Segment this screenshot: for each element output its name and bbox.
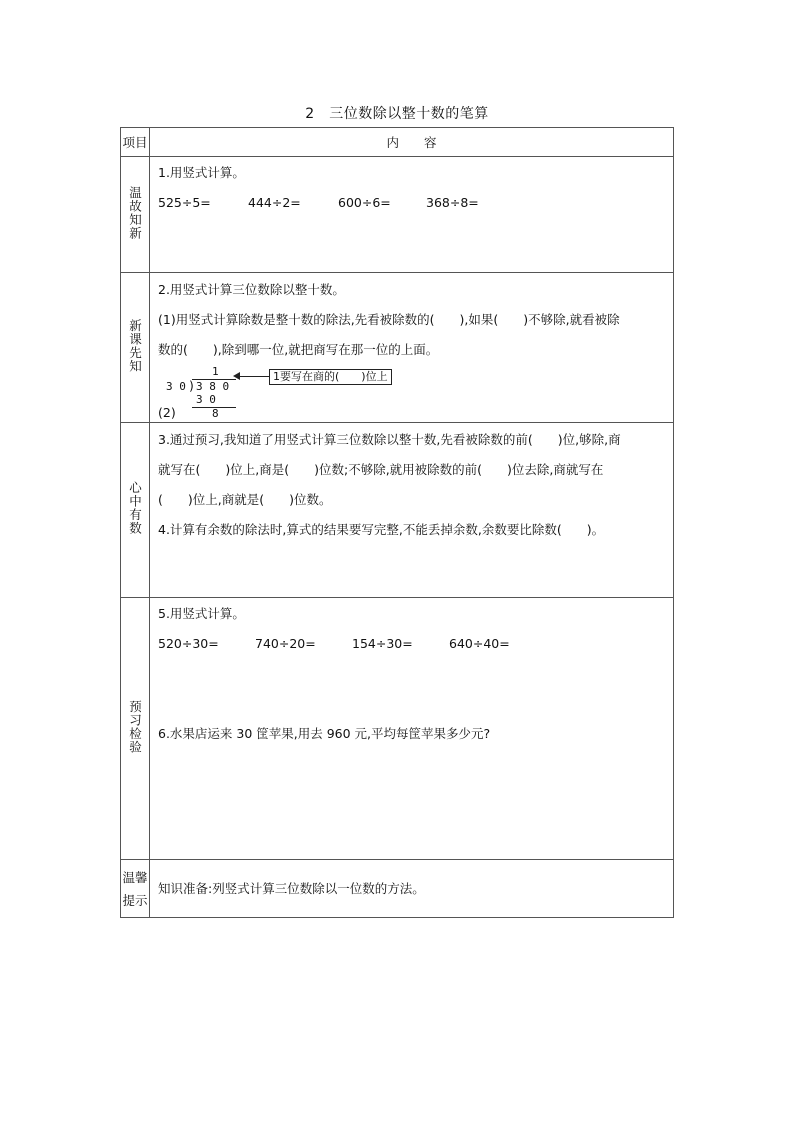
calc-item: 154÷30= [352, 636, 413, 651]
preview-label: 预习检验 [127, 699, 143, 754]
workspace [158, 659, 665, 719]
question-6: 6.水果店运来 30 筐苹果,用去 960 元,平均每筐苹果多少元? [158, 726, 491, 741]
calc-item: 368÷8= [426, 195, 479, 210]
header-content: 内 容 [150, 128, 674, 157]
question-4: 4.计算有余数的除法时,算式的结果要写完整,不能丢掉余数,余数要比除数( )。 [158, 522, 605, 537]
arrow-line [237, 376, 269, 377]
division-divisor: 3 0 [166, 380, 186, 393]
mind-row [121, 423, 674, 598]
preview-calcs [158, 629, 665, 659]
calc-item: 444÷2= [248, 195, 301, 210]
new-lesson-row [121, 273, 674, 423]
preview-content [150, 598, 674, 860]
tip-label-line-2: 提示 [122, 892, 148, 908]
long-division-example [158, 365, 665, 421]
review-calcs [158, 188, 665, 218]
question-3-line-3: ( )位上,商就是( )位数。 [158, 492, 332, 507]
calc-item: 600÷6= [338, 195, 391, 210]
question-1: 1.用竖式计算。 [158, 165, 245, 180]
preview-row [121, 598, 674, 860]
worksheet-table [120, 127, 674, 918]
question-3-line-1: 3.通过预习,我知道了用竖式计算三位数除以整十数,先看被除数的前( )位,够除,商 [158, 432, 621, 447]
division-remainder: 8 [212, 407, 219, 420]
calc-item: 640÷40= [449, 636, 510, 651]
calc-item: 740÷20= [255, 636, 316, 651]
header-item: 项目 [121, 128, 150, 157]
question-3-line-2: 就写在( )位上,商是( )位数;不够除,就用被除数的前( )位去除,商就写在 [158, 462, 604, 477]
calc-item: 525÷5= [158, 195, 211, 210]
review-label-cell [121, 157, 150, 273]
new-label-cell [121, 273, 150, 423]
page-title: 2 三位数除以整十数的笔算 [305, 106, 489, 122]
question-5: 5.用竖式计算。 [158, 606, 245, 621]
tip-row [121, 860, 674, 918]
callout-box: 1要写在商的( )位上 [269, 369, 392, 385]
new-label: 新课先知 [127, 318, 143, 373]
tip-text: 知识准备:列竖式计算三位数除以一位数的方法。 [158, 880, 425, 896]
review-label: 温故知新 [127, 185, 143, 240]
division-bracket: ) [188, 379, 196, 393]
header-row [121, 128, 674, 157]
division-dividend: 3 8 0 [196, 380, 230, 393]
calc-item: 520÷30= [158, 636, 219, 651]
mind-label: 心中有数 [127, 481, 143, 535]
preview-label-cell [121, 598, 150, 860]
mind-label-cell [121, 423, 150, 598]
question-2: 2.用竖式计算三位数除以整十数。 [158, 282, 345, 297]
new-paragraph-2: 数的( ),除到哪一位,就把商写在那一位的上面。 [158, 342, 439, 357]
new-content [150, 273, 674, 423]
review-row [121, 157, 674, 273]
review-content [150, 157, 674, 273]
new-paragraph-3: (2) [158, 405, 176, 420]
new-paragraph-1: (1)用竖式计算除数是整十数的除法,先看被除数的( ),如果( )不够除,就看被除 [158, 312, 620, 327]
tip-label-cell [121, 860, 150, 918]
tip-content [150, 860, 674, 918]
division-quotient: 1 [212, 365, 219, 378]
mind-content [150, 423, 674, 598]
division-product: 3 0 [196, 393, 216, 406]
tip-label-line-1: 温馨 [122, 869, 148, 885]
